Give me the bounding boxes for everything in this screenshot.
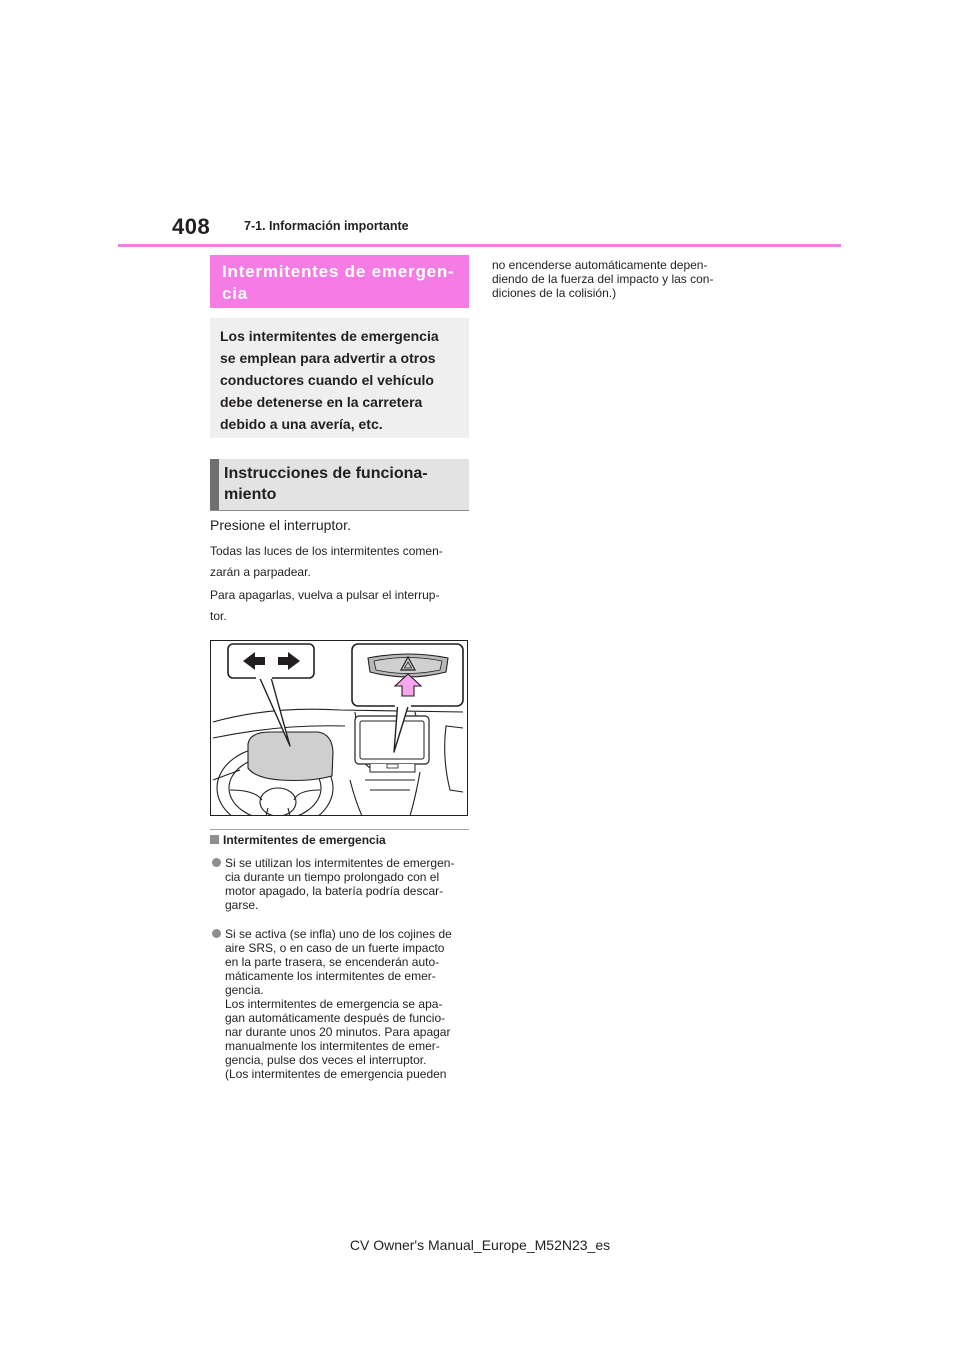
center-display-icon (355, 716, 429, 772)
hazard-switch-illustration (210, 640, 468, 816)
bullet-dot-icon (212, 929, 221, 938)
note-heading (210, 833, 386, 848)
section-path: 7-1. Información importante (244, 219, 409, 233)
note-divider (210, 829, 469, 830)
note-bullet-text: Si se utilizan los intermitentes de emergen- cia durante un tiempo prolongado con el motor apagado, la batería podría descar- garse. (225, 856, 455, 912)
footer-text: CV Owner's Manual_Europe_M52N23_es (349, 1237, 611, 1253)
note-bullet-text: Si se activa (se infla) uno de los cojines de aire SRS, o en caso de un fuerte impacto en la parte trasera, se encenderán auto- máticamente los intermitentes de emer- gencia. Los intermitentes de emergencia se apa- gan automáticamente después de funcio- nar durante unos 20 minutos. Para apagar manualmente los intermitentes de emer- gencia, pulse dos veces el interruptor. (Los intermitentes de emergencia pueden (225, 927, 452, 1081)
instructions-heading-bar (210, 459, 219, 510)
page-title: Intermitentes de emergen- cia (222, 262, 455, 303)
body-paragraph-1: Todas las luces de los intermitentes comen- zarán a parpadear. (210, 544, 443, 579)
page-number: 408 (172, 214, 211, 239)
continuation-text: no encenderse automáticamente depen- diendo de la fuerza del impacto y las con- diciones de la colisión.) (492, 258, 714, 300)
header-rule (118, 244, 841, 247)
summary-text: Los intermitentes de emergencia se emplean para advertir a otros conductores cuando el vehículo debe detenerse en la carretera debido a una avería, etc. (220, 328, 439, 432)
square-bullet-icon (210, 835, 219, 844)
note-title: Intermitentes de emergencia (223, 833, 386, 847)
bullet-dot-icon (212, 858, 221, 867)
step-text: Presione el interruptor. (210, 517, 351, 533)
body-paragraph-2: Para apagarlas, vuelva a pulsar el interrup- tor. (210, 588, 440, 623)
instrument-cluster-icon (248, 732, 333, 781)
instructions-heading: Instrucciones de funciona- miento (224, 465, 428, 503)
